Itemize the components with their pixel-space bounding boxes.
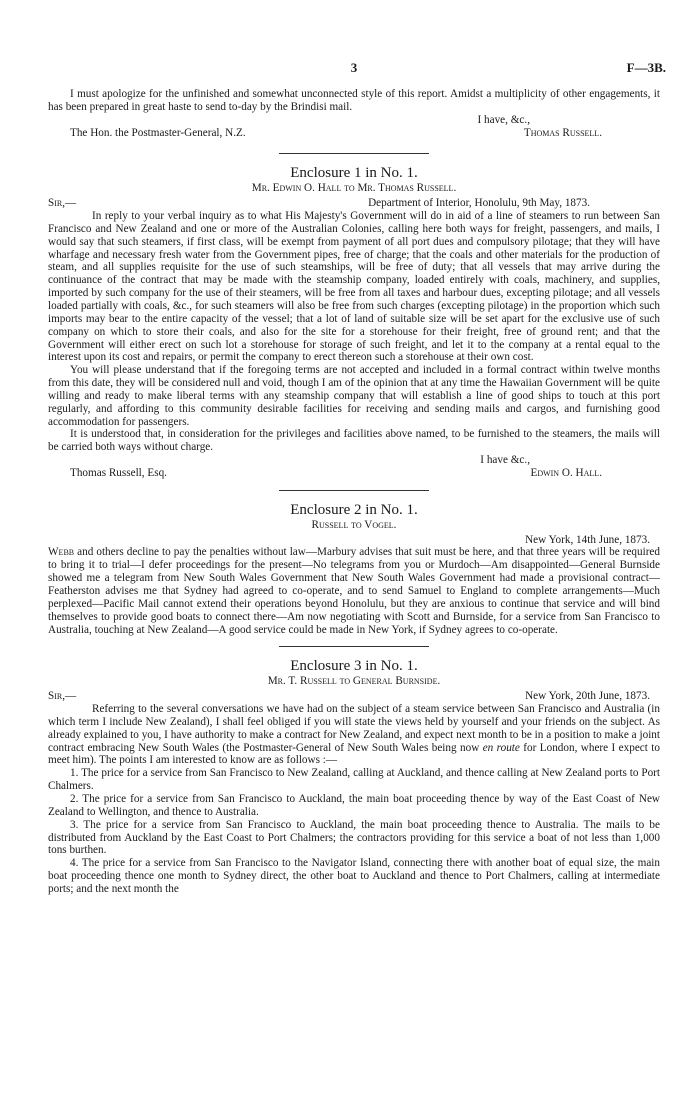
page-number: 3: [350, 60, 358, 75]
enclosure-3-subtitle: Mr. T. Russell to General Burnside.: [267, 675, 441, 688]
enclosure-2-lead-word: Webb: [48, 546, 75, 559]
enclosure-1-paragraph-3: It is understood that, in consideration for the privileges and facilities above named, to be furnished to the steamers, the mails will be carried both ways without charge.: [48, 428, 660, 454]
enclosure-3-item: 1. The price for a service from San Francisco to New Zealand, calling at Auckland, and thence calling at New Zealand ports to Port Chalmers.: [48, 767, 660, 793]
cover-closing: I have, &c.,: [477, 113, 530, 126]
enclosure-1-title: Enclosure 1 in No. 1.: [290, 165, 418, 182]
enclosure-1-subtitle: Mr. Edwin O. Hall to Mr. Thomas Russell.: [251, 182, 457, 195]
enclosure-1-closing: I have &c.,: [480, 454, 530, 467]
enclosure-1-paragraph-2: You will please understand that if the foregoing terms are not accepted and included in a formal contract within twelve months from this date, they will be considered null and void, though I am of the opinion that at any time the Hawaiian Government will be quite willing and ready to make liberal terms with any steamship company that will establish a line of good ships to touch at this port regularly, and affording to this community desirable facilities for receiving and sending mails and cargos, and furnishing good accommodation for passengers.: [48, 364, 660, 428]
enclosure-1-paragraph-1: In reply to your verbal inquiry as to what His Majesty's Government will do in aid of a line of steamers to run between San Francisco and New Zealand and one or more of the Australian Colonies, calling here both ways for freight, passengers, and mails, I would say that such steamers, if first class, will be exempt from payment of all port dues and compulsory pilotage; that they will have wharfage and necessary fresh water from the Government pipes, free of charge; that the coals and other materials for the production of steam, and all supplies requisite for the use of such steamships, will be free of duty; that all vessels that may arrive during the continuance of the contract that may be made with the steamship company, loaded entirely with coals, machinery, and supplies, imported by such company for the use of their steamers, will be free from all taxes and harbour dues, excepting pilotage; and all vessels loaded partially with coals, &c., for such steamers will also be free from such charges (excepting pilotage) in the proportion which such imports may bear to the entire capacity of the vessel; that a lot of land of suitable size will be set apart for the exclusive use of such company on which to store their coals, and also for the site for a storehouse for their freight, free of ground rent; and that the Government will either erect on such lot a storehouse for storage of such freight, and let it to the company at a rental equal to the interest upon its cost and repairs, or permit the company to erect thereon such a storehouse at their own cost.: [48, 210, 660, 364]
enclosure-3-place-date: New York, 20th June, 1873.: [525, 690, 650, 703]
enclosure-3-salutation-row: [48, 690, 660, 703]
enclosure-1-salutation-row: [48, 197, 660, 210]
section-divider: [279, 646, 429, 647]
enclosure-3-item: 2. The price for a service from San Francisco to Auckland, the main boat proceeding thence by way of the East Coast of New Zealand to Wellington, and thence to Australia.: [48, 792, 660, 818]
enclosure-2-telegram: [48, 546, 660, 636]
enclosure-3-paragraph-1: [48, 703, 660, 767]
section-divider: [279, 153, 429, 154]
enclosure-3-paragraph-1-part-a: Referring to the several conversations we have had on the subject of a steam service between San Francisco and Australia (in which term I include New Zealand), I shall feel obliged if you will state the views held by yourself and your friends on the subject. As already explained to you, I have authority to make a contract for New Zealand, and expect next month to be in a position to make a joint contract embracing New South Wales (the Postmaster-General of New South Wales being now: [48, 703, 660, 754]
enclosure-2-subtitle: Russell to Vogel.: [311, 518, 397, 531]
document-reference: F—3B.: [626, 60, 666, 75]
enclosure-2-place-date: New York, 14th June, 1873.: [525, 533, 650, 546]
page-header: [48, 58, 666, 88]
enclosure-1-place-date: Department of Interior, Honolulu, 9th May, 1873.: [368, 197, 590, 210]
enclosure-3-italic-phrase: en route: [482, 741, 520, 754]
enclosure-3-salutation: Sir,—: [48, 690, 77, 703]
document-page: [48, 58, 666, 896]
enclosure-3-item: 4. The price for a service from San Francisco to the Navigator Island, connecting there with another boat of equal size, the main boat proceeding thence one month to Sydney direct, the other boat to Auckland and thence to Port Chalmers, calling at intermediate ports; and the next month the: [48, 857, 660, 895]
cover-note: I must apologize for the unfinished and somewhat unconnected style of this report. Amidst a multiplicity of other engagements, it has been prepared in great haste to send to-day by the Brindisi mail.: [48, 88, 660, 113]
cover-signature: Thomas Russell.: [523, 126, 602, 139]
enclosure-3-item: 3. The price for a service from San Francisco to Auckland, the main boat proceeding thence to Australia. The mails to be distributed from Auckland by the East Coast to Port Chalmers; the contractors providing for this service a boat of not less than 1,000 tons burthen.: [48, 818, 660, 857]
enclosure-1-signature: Edwin O. Hall.: [530, 466, 602, 479]
enclosure-2-text: and others decline to pay the penalties without law—Marbury advises that suit must be here, and that three years will be required to bring it to trial—I defer proceedings for the present—No telegrams from you or Murdoch—Am disappointed—General Burnside showed me a telegram from New South Wales Government that New South Wales Government had made a provisional contract—Featherston advises me that Sydney had agreed to co-operate, and to send Samuel to England to complete arrangements—Much perplexed—Pacific Mail cannot extend their operations beyond Honolulu, but they are anxious to continue that service and will bind themselves to provide good boats to connect there—Am now negotiating with Scott and Burnside, for a service from San Francisco to Australia, touching at New Zealand—A good service could be made in New York, if Sydney agrees to co-operate.: [48, 546, 660, 636]
enclosure-1-salutation: Sir,—: [48, 197, 77, 210]
enclosure-3-title: Enclosure 3 in No. 1.: [290, 658, 418, 675]
cover-addressee: The Hon. the Postmaster-General, N.Z.: [70, 126, 246, 139]
enclosure-3-paragraph-1-part-b: for London, where I expect to meet him). The points I am interested to know are as follows :—: [48, 741, 660, 767]
enclosure-1-signature-line: [48, 467, 660, 480]
section-divider: [279, 490, 429, 491]
enclosure-2-title: Enclosure 2 in No. 1.: [290, 501, 418, 518]
cover-signature-line: [48, 127, 660, 140]
enclosure-1-addressee: Thomas Russell, Esq.: [70, 466, 167, 479]
